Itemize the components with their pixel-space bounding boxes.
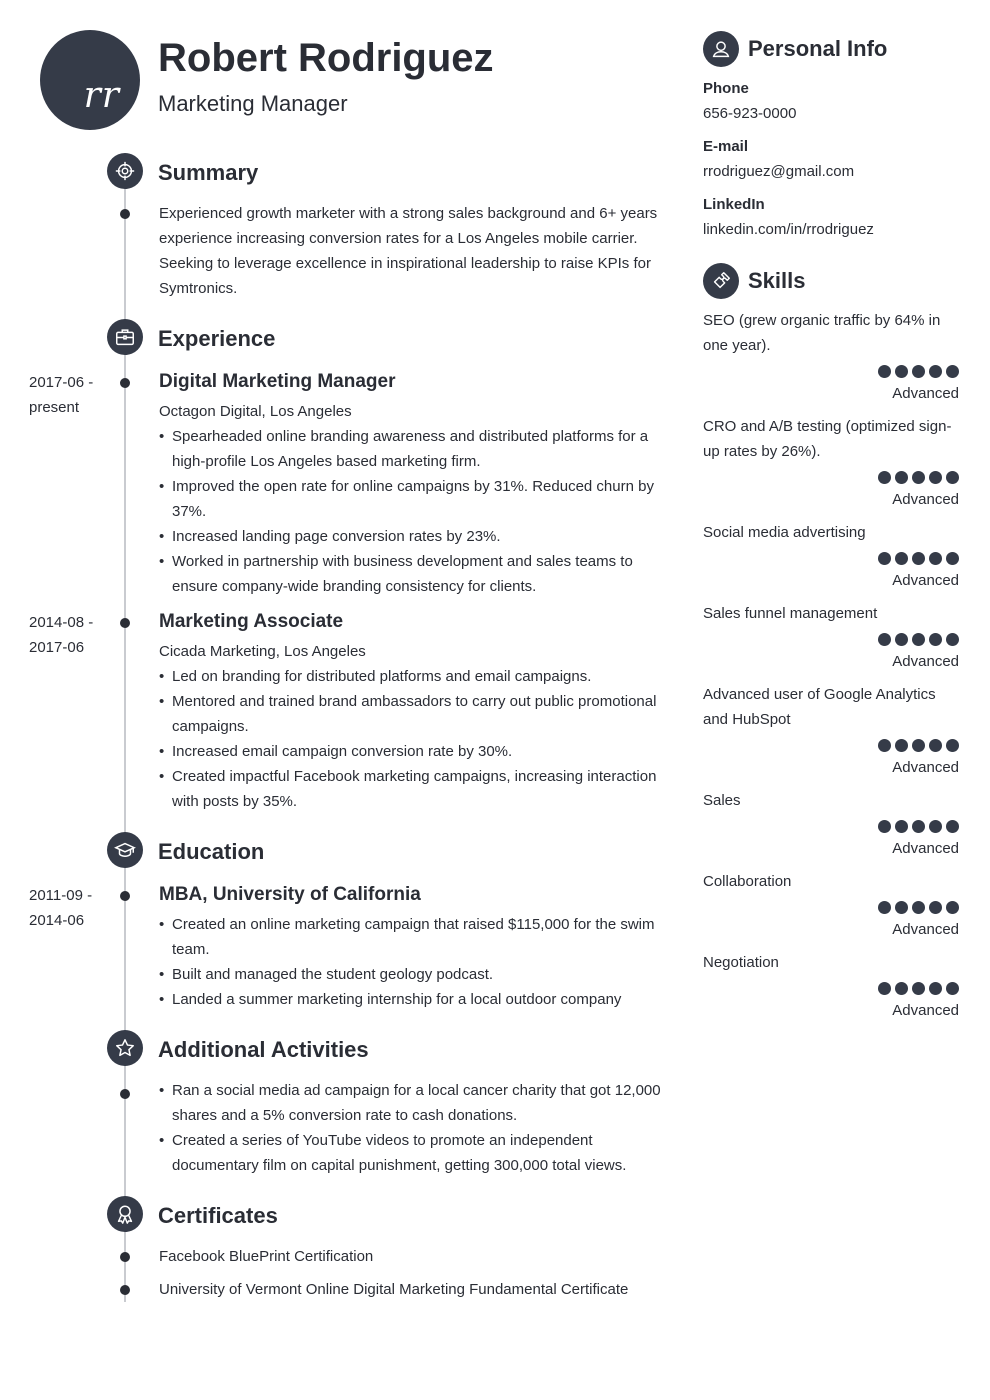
list-item: • Created impactful Facebook marketing campaigns, increasing interaction with posts by 35%. bbox=[159, 764, 664, 814]
rating-dot bbox=[946, 982, 959, 995]
rating-dot bbox=[912, 820, 925, 833]
personal-info-heading: Personal Info bbox=[748, 36, 888, 61]
rating-dot bbox=[878, 471, 891, 484]
education-heading: Education bbox=[158, 839, 265, 864]
list-item: • Led on branding for distributed platforms and email campaigns. bbox=[159, 664, 664, 689]
timeline-dot bbox=[120, 378, 130, 388]
summary-heading: Summary bbox=[158, 160, 259, 185]
user-icon bbox=[703, 31, 739, 67]
skill-level: Advanced bbox=[892, 572, 959, 589]
rating-dot bbox=[946, 820, 959, 833]
rating-dot bbox=[878, 739, 891, 752]
job-date bbox=[29, 610, 93, 660]
rating-dot bbox=[895, 365, 908, 378]
rating-dot bbox=[895, 471, 908, 484]
skills-heading: Skills bbox=[748, 268, 806, 293]
rating-dot bbox=[878, 901, 891, 914]
skill-rating bbox=[878, 365, 959, 378]
timeline-dot bbox=[120, 1285, 130, 1295]
list-item: • Built and managed the student geology podcast. bbox=[159, 962, 664, 987]
skill-name: Social media advertising bbox=[703, 524, 866, 541]
skill-level: Advanced bbox=[892, 921, 959, 938]
rating-dot bbox=[946, 471, 959, 484]
skill-level: Advanced bbox=[892, 385, 959, 402]
certificate-item: Facebook BluePrint Certification bbox=[159, 1248, 374, 1265]
rating-dot bbox=[912, 365, 925, 378]
list-item: • Increased landing page conversion rates by 23%. bbox=[159, 524, 664, 549]
education-title: MBA, University of California bbox=[159, 884, 421, 905]
rating-dot bbox=[929, 633, 942, 646]
graduation-cap-icon bbox=[107, 832, 143, 868]
experience-heading: Experience bbox=[158, 326, 276, 351]
skill-name: Sales bbox=[703, 792, 741, 809]
rating-dot bbox=[946, 901, 959, 914]
rating-dot bbox=[912, 633, 925, 646]
candidate-title: Marketing Manager bbox=[158, 91, 348, 116]
skill-rating bbox=[878, 982, 959, 995]
rating-dot bbox=[895, 820, 908, 833]
job-date-end: present bbox=[29, 399, 80, 416]
rating-dot bbox=[929, 982, 942, 995]
rating-dot bbox=[878, 633, 891, 646]
rating-dot bbox=[929, 471, 942, 484]
briefcase-icon bbox=[107, 319, 143, 355]
rating-dot bbox=[895, 739, 908, 752]
rating-dot bbox=[912, 982, 925, 995]
education-date bbox=[29, 883, 92, 933]
rating-dot bbox=[929, 365, 942, 378]
star-icon bbox=[107, 1030, 143, 1066]
rating-dot bbox=[946, 739, 959, 752]
certificate-item: University of Vermont Online Digital Marketing Fundamental Certificate bbox=[159, 1281, 629, 1298]
email-value: rrodriguez@gmail.com bbox=[703, 163, 855, 180]
skill-rating bbox=[878, 552, 959, 565]
rating-dot bbox=[878, 552, 891, 565]
skill-level: Advanced bbox=[892, 491, 959, 508]
phone-value: 656-923-0000 bbox=[703, 105, 797, 122]
rating-dot bbox=[895, 901, 908, 914]
job-date-start: 2017-06 - bbox=[29, 374, 94, 391]
award-ribbon-icon bbox=[107, 1196, 143, 1232]
rating-dot bbox=[929, 901, 942, 914]
job-date-start: 2014-08 - bbox=[29, 614, 94, 631]
job-bullets bbox=[159, 664, 664, 814]
timeline-dot bbox=[120, 1089, 130, 1099]
rating-dot bbox=[912, 552, 925, 565]
rating-dot bbox=[878, 982, 891, 995]
job-title: Marketing Associate bbox=[159, 611, 344, 632]
timeline-dot bbox=[120, 618, 130, 628]
list-item: • Worked in partnership with business development and sales teams to ensure company-wide branding consistency for clients. bbox=[159, 549, 664, 599]
rating-dot bbox=[878, 365, 891, 378]
list-item: • Increased email campaign conversion rate by 30%. bbox=[159, 739, 664, 764]
candidate-name: Robert Rodriguez bbox=[158, 36, 494, 80]
timeline-dot bbox=[120, 891, 130, 901]
rating-dot bbox=[929, 739, 942, 752]
rating-dot bbox=[946, 365, 959, 378]
education-date-end: 2014-06 bbox=[29, 912, 85, 929]
job-company: Cicada Marketing, Los Angeles bbox=[159, 643, 366, 660]
rating-dot bbox=[895, 552, 908, 565]
rating-dot bbox=[912, 901, 925, 914]
summary-text: Experienced growth marketer with a strong sales background and 6+ years experience increasing conversion rates for a Los Angeles mobile carrier. Seeking to leverage excellence in inspirational leadership to raise KPIs for Symtronics. bbox=[159, 205, 658, 297]
rating-dot bbox=[929, 820, 942, 833]
skill-rating bbox=[878, 471, 959, 484]
timeline-dot bbox=[120, 209, 130, 219]
skill-rating bbox=[878, 901, 959, 914]
skill-rating bbox=[878, 739, 959, 752]
job-date-end: 2017-06 bbox=[29, 639, 85, 656]
rating-dot bbox=[895, 633, 908, 646]
list-item: • Landed a summer marketing internship for a local outdoor company bbox=[159, 987, 664, 1012]
skill-level: Advanced bbox=[892, 1002, 959, 1019]
job-bullets bbox=[159, 424, 664, 599]
education-bullets bbox=[159, 912, 664, 1012]
skill-rating bbox=[878, 633, 959, 646]
skill-name: Advanced user of Google Analytics and HubSpot bbox=[703, 686, 936, 728]
rating-dot bbox=[946, 552, 959, 565]
skill-name: Negotiation bbox=[703, 954, 779, 971]
job-title: Digital Marketing Manager bbox=[159, 371, 396, 392]
skill-level: Advanced bbox=[892, 759, 959, 776]
linkedin-value: linkedin.com/in/rrodriguez bbox=[703, 221, 874, 238]
job-date bbox=[29, 370, 93, 420]
list-item: • Ran a social media ad campaign for a local cancer charity that got 12,000 shares and a 5% conversion rate to cash donations. bbox=[159, 1078, 664, 1128]
rating-dot bbox=[912, 739, 925, 752]
certificates-heading: Certificates bbox=[158, 1203, 278, 1228]
list-item: • Mentored and trained brand ambassadors to carry out public promotional campaigns. bbox=[159, 689, 664, 739]
email-label: E-mail bbox=[703, 138, 749, 155]
skill-name: Sales funnel management bbox=[703, 605, 878, 622]
skill-rating bbox=[878, 820, 959, 833]
rating-dot bbox=[912, 471, 925, 484]
skill-level: Advanced bbox=[892, 653, 959, 670]
avatar-initials: rr bbox=[83, 75, 120, 116]
linkedin-label: LinkedIn bbox=[703, 196, 765, 213]
rating-dot bbox=[878, 820, 891, 833]
skill-name: CRO and A/B testing (optimized sign-up rates by 26%). bbox=[703, 418, 952, 460]
target-icon bbox=[107, 153, 143, 189]
list-item: • Improved the open rate for online campaigns by 31%. Reduced churn by 37%. bbox=[159, 474, 664, 524]
education-date-start: 2011-09 - bbox=[29, 887, 93, 904]
phone-label: Phone bbox=[703, 80, 749, 97]
job-company: Octagon Digital, Los Angeles bbox=[159, 403, 352, 420]
skill-name: Collaboration bbox=[703, 873, 792, 890]
activities-heading: Additional Activities bbox=[158, 1037, 369, 1062]
rating-dot bbox=[946, 633, 959, 646]
skill-name: SEO (grew organic traffic by 64% in one year). bbox=[703, 312, 941, 354]
avatar bbox=[40, 30, 140, 130]
list-item: • Spearheaded online branding awareness and distributed platforms for a high-profile Los Angeles based marketing firm. bbox=[159, 424, 664, 474]
list-item: • Created an online marketing campaign that raised $115,000 for the swim team. bbox=[159, 912, 664, 962]
activities-bullets bbox=[159, 1078, 664, 1178]
timeline-dot bbox=[120, 1252, 130, 1262]
rating-dot bbox=[929, 552, 942, 565]
rating-dot bbox=[895, 982, 908, 995]
skill-level: Advanced bbox=[892, 840, 959, 857]
list-item: • Created a series of YouTube videos to promote an independent documentary film on capital punishment, getting 300,000 total views. bbox=[159, 1128, 664, 1178]
puzzle-icon bbox=[703, 263, 739, 299]
